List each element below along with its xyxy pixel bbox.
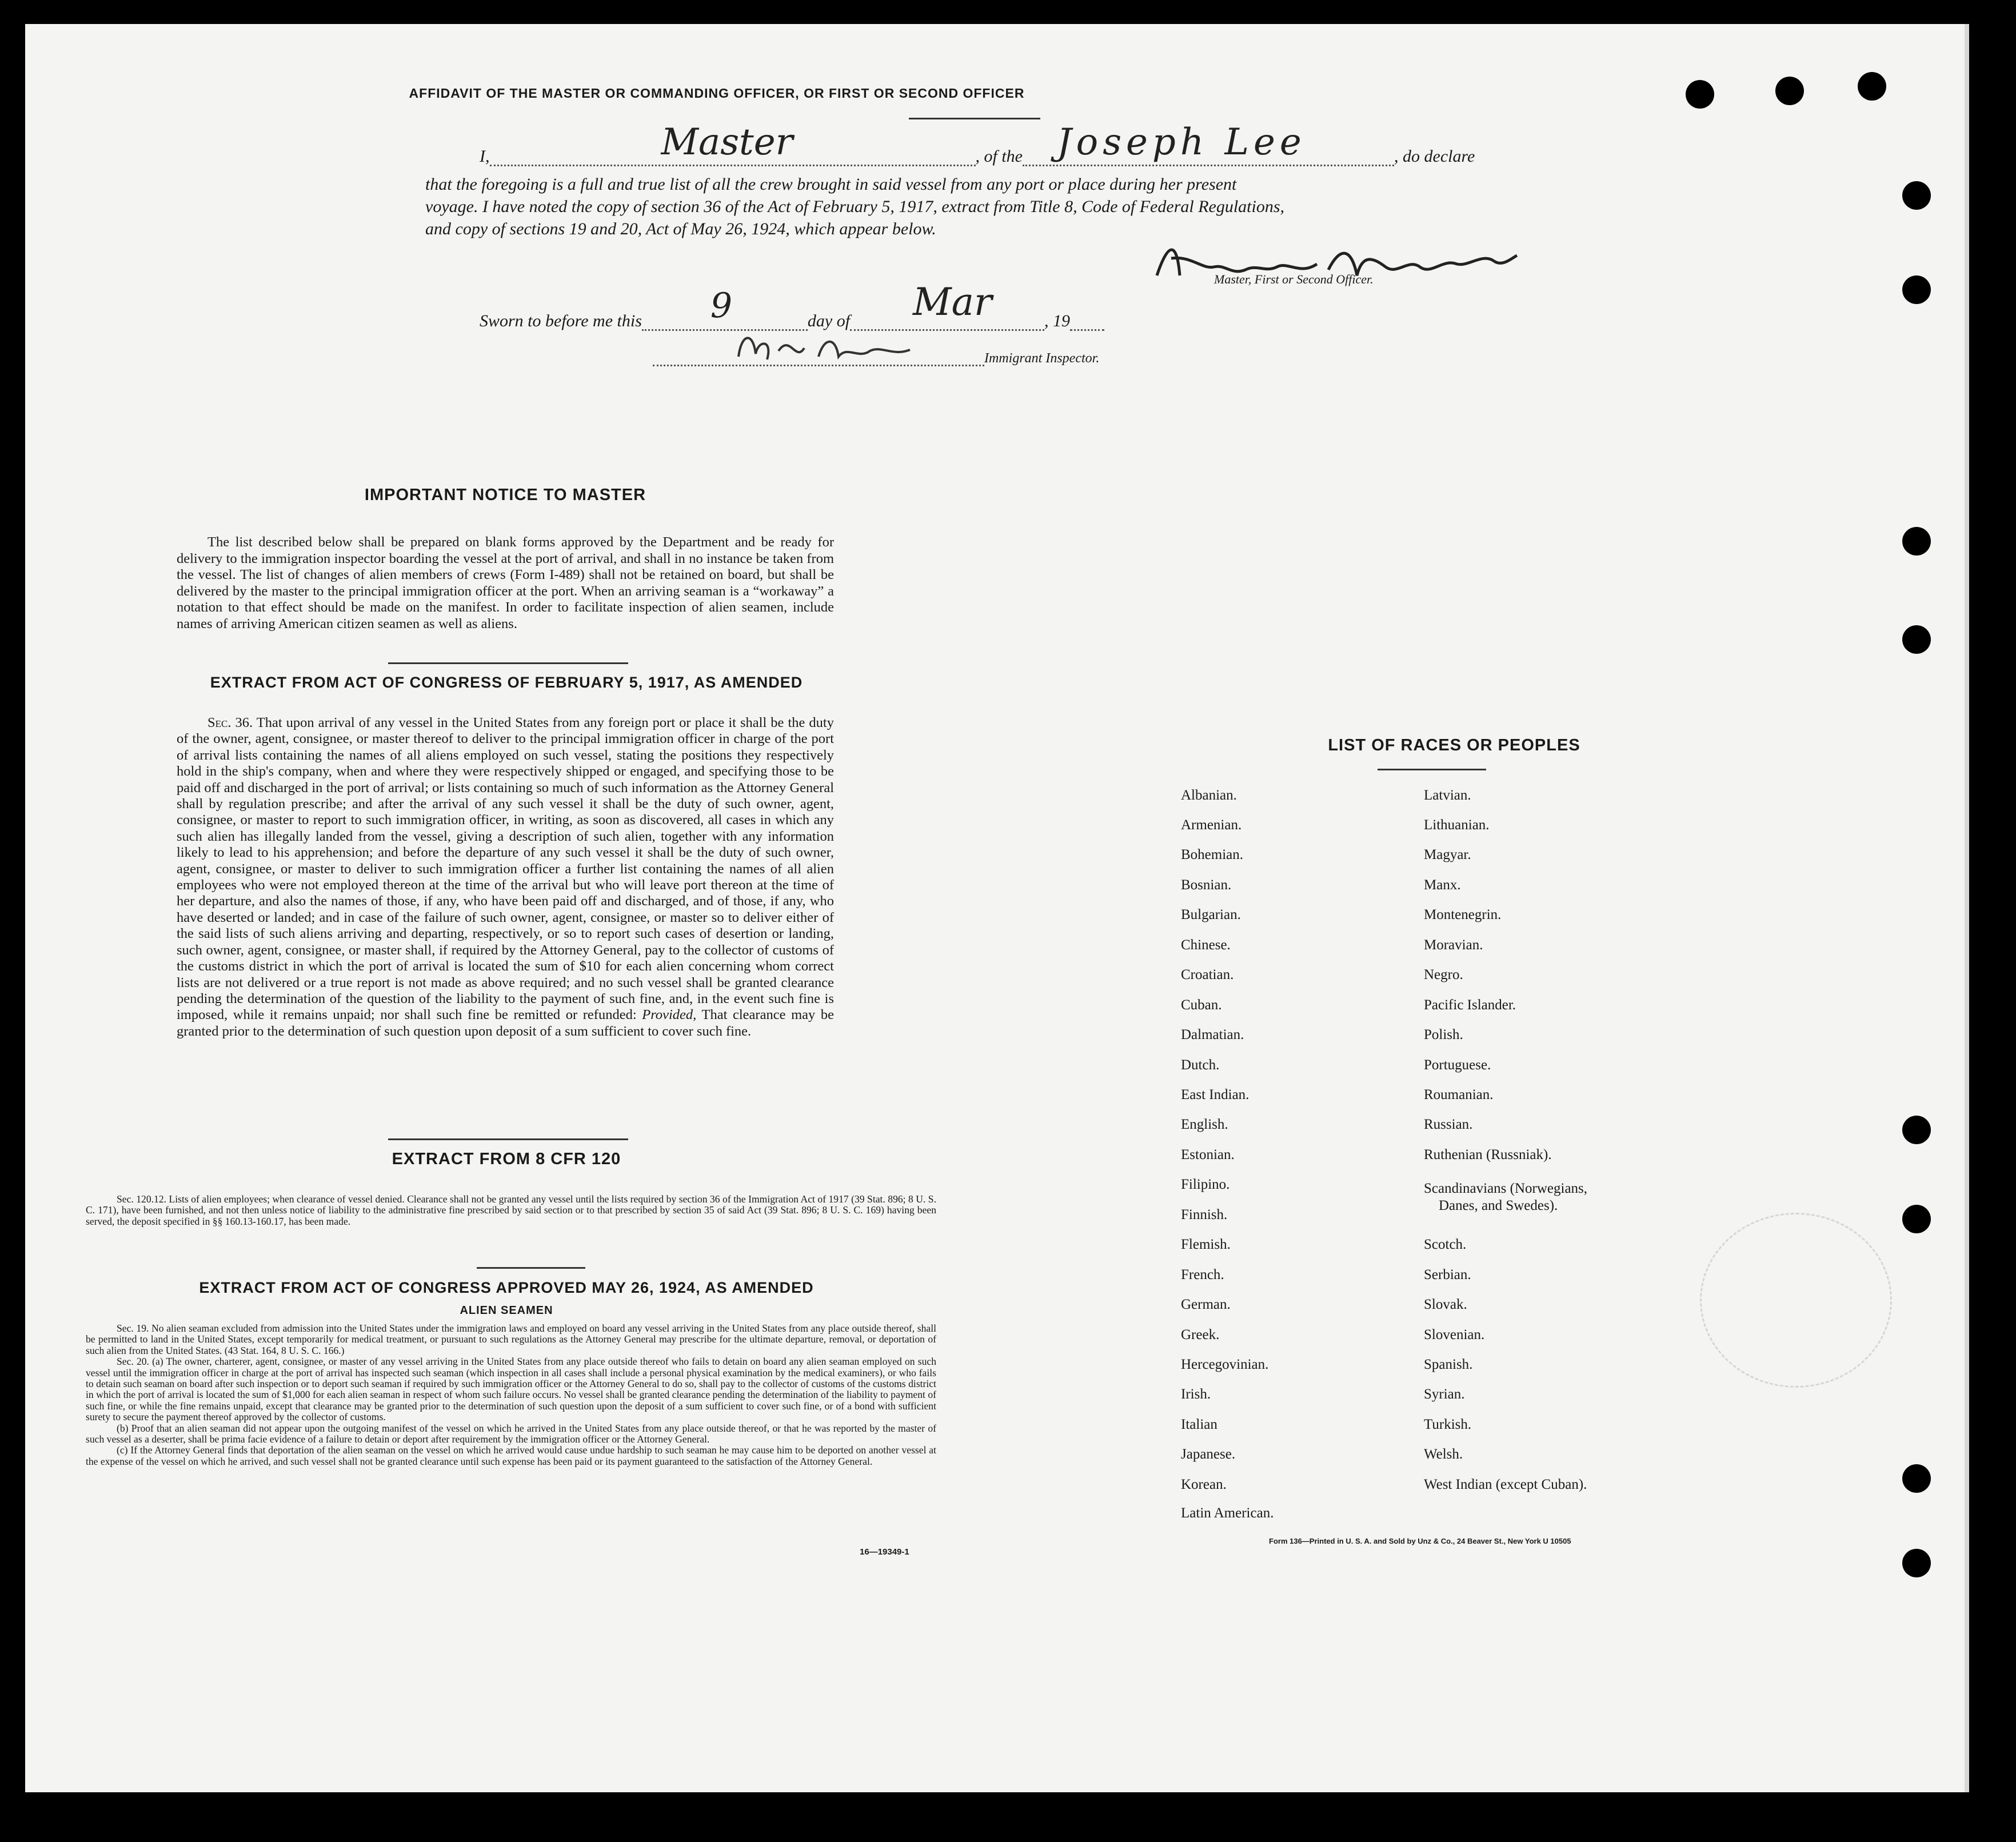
punch-hole bbox=[1902, 1549, 1931, 1577]
race-item: Bohemian. bbox=[1181, 847, 1244, 862]
extract-1924-heading: EXTRACT FROM ACT OF CONGRESS APPROVED MAY 26, 1924, AS AMENDED bbox=[199, 1279, 814, 1296]
punch-hole bbox=[1858, 72, 1886, 101]
race-item: Moravian. bbox=[1424, 937, 1483, 953]
divider bbox=[388, 1138, 628, 1140]
handwritten-vessel-name: Joseph Lee bbox=[1057, 121, 1306, 163]
race-item: Japanese. bbox=[1181, 1447, 1236, 1462]
race-item: French. bbox=[1181, 1267, 1224, 1282]
i-label: I, bbox=[480, 147, 490, 166]
race-item: Turkish. bbox=[1424, 1417, 1472, 1432]
race-item: Slovak. bbox=[1424, 1297, 1467, 1312]
race-item: Cuban. bbox=[1181, 997, 1222, 1013]
sworn-label: Sworn to before me this bbox=[480, 311, 642, 330]
race-item: Chinese. bbox=[1181, 937, 1231, 953]
extract-1917-text bbox=[177, 715, 834, 1040]
sec-19-text: Sec. 19. No alien seaman excluded from admission into the United States under the immigration laws and employed on board any vessel arriving in the United States from any place outside thereof, shall be permitted to land in the United States, except temporarily for medical treatment, or pursuant to such regulations as the Attorney General may prescribe for the ultimate departure, removal, or deportation of such alien from the United States. (43 Stat. 164, 8 U. S. C. 166.) bbox=[86, 1322, 936, 1356]
signature-caption: Master, First or Second Officer. bbox=[1214, 272, 1374, 286]
race-item: Bulgarian. bbox=[1181, 907, 1241, 922]
of-the-label: , of the bbox=[975, 147, 1023, 166]
punch-hole bbox=[1902, 1464, 1931, 1493]
provided-label: Provided, bbox=[642, 1007, 697, 1023]
race-item: West Indian (except Cuban). bbox=[1424, 1477, 1587, 1492]
race-item: Flemish. bbox=[1181, 1237, 1231, 1252]
race-item: Serbian. bbox=[1424, 1267, 1471, 1282]
race-item: Bosnian. bbox=[1181, 877, 1232, 893]
race-item: Filipino. bbox=[1181, 1177, 1230, 1192]
document-page bbox=[25, 24, 1969, 1792]
year-prefix: , 19 bbox=[1044, 311, 1071, 330]
race-item: Spanish. bbox=[1424, 1357, 1473, 1372]
race-item: Danes, and Swedes). bbox=[1439, 1198, 1558, 1213]
handwritten-rank: Master bbox=[661, 121, 793, 163]
sec-36-label: Sec. 36. bbox=[207, 715, 253, 730]
race-item: Dutch. bbox=[1181, 1057, 1220, 1073]
race-item: Croatian. bbox=[1181, 967, 1234, 982]
punch-hole bbox=[1902, 527, 1931, 556]
affidavit-body-3: and copy of sections 19 and 20, Act of May 26, 1924, which appear below. bbox=[425, 219, 936, 238]
faint-seal-stamp bbox=[1700, 1213, 1892, 1388]
notice-heading: IMPORTANT NOTICE TO MASTER bbox=[364, 486, 646, 504]
divider bbox=[1378, 769, 1486, 770]
sec-20a-text: Sec. 20. (a) The owner, charterer, agent, consignee, or master of any vessel arriving in the United States from any place outside thereof who fails to detain on board any alien seaman employed on such vessel until the immigration officer in charge at the port of arrival has inspected such seaman (which inspection in all cases shall include a personal physical examination by the medical examiners), or who fails to detain such seaman on board after such inspection or to deport such seaman if required by such immigration officer or the Attorney General to do so, shall pay to the collector of customs of the customs district in which the port of arrival is located the sum of $1,000 for each alien seaman in respect of whom such failure occurs. No vessel shall be granted clearance pending the determination of the liability to payment of such fine, or while the fine remains unpaid, except that clearance may be granted prior to the determination of such question upon the deposit of a sum sufficient to cover such fine, or of a bond with sufficient surety to secure the payment thereof approved by the collector of customs. bbox=[86, 1356, 936, 1423]
race-item: Pacific Islander. bbox=[1424, 997, 1516, 1013]
sec-20b-text: (b) Proof that an alien seaman did not appear upon the outgoing manifest of the vessel on which he arrived in the United States from any place outside thereof, or that he was reported by the master of such vessel as a deserter, shall be prima facie evidence of a failure to detain or deport after requirement by the immigration officer or the Attorney General. bbox=[86, 1422, 936, 1445]
race-item: East Indian. bbox=[1181, 1087, 1249, 1102]
race-item: Roumanian. bbox=[1424, 1087, 1494, 1102]
race-item: Polish. bbox=[1424, 1027, 1463, 1042]
divider bbox=[477, 1267, 585, 1269]
cfr-text: Sec. 120.12. Lists of alien employees; when clearance of vessel denied. Clearance shall not be granted any vessel until the lists required by section 36 of the Immigration Act of 1917 (39 Stat. 896; 8 U. S. C. 171), have been furnished, and not then unless notice of liability to the administrative fine prescribed by said section or to that prescribed by section 35 of said Act (39 Stat. 896; 8 U. S. C. 169) having been served, the deposit specified in §§ 160.13-160.17, has been made. bbox=[86, 1193, 936, 1227]
race-item: Manx. bbox=[1424, 877, 1461, 893]
race-item: Hercegovinian. bbox=[1181, 1357, 1269, 1372]
day-of-label: day of bbox=[807, 311, 851, 330]
affidavit-body-1: that the foregoing is a full and true list of all the crew brought in said vessel from any port or place during her present bbox=[425, 175, 1237, 194]
race-item: Italian bbox=[1181, 1417, 1217, 1432]
punch-hole bbox=[1902, 181, 1931, 210]
race-item: Portuguese. bbox=[1424, 1057, 1491, 1073]
race-item: Negro. bbox=[1424, 967, 1463, 982]
affidavit-line-1 bbox=[480, 121, 1475, 166]
sec-36-text: That upon arrival of any vessel in the United States from any foreign port or place it shall be the duty of the owner, agent, consignee, or master thereof to deliver to the principal immigration officer in charge of the port of arrival lists containing the names of all aliens employed on such vessel, stating the positions they respectively hold in the ship's company, when and where they were respectively shipped or engaged, and specifying those to be paid off and discharged in the port of arrival; or lists containing so much of such information as the Attorney General shall by regulation prescribe; and after the arrival of any such vessel it shall be the duty of such owner, agent, consignee, or master to report to such immigration officer, in writing, as soon as discovered, all cases in which any such alien has illegally landed from the vessel, giving a description of such alien, together with any information likely to lead to his apprehension; and before the departure of any such vessel it shall be the duty of such owner, agent, consignee, or master to deliver to such immigration officer a further list containing the names of all alien employees who were not employed thereon at the time of the arrival but who will leave port thereon at the time of her departure, and also the names of those, if any, who have been paid off and discharged, and of those, if any, who have deserted or landed; and in case of the failure of such owner, agent, consignee, or master so to deliver either of the said lists of such aliens arriving and departing, respectively, or so to report such cases of desertion or landing, such owner, agent, consignee, or master shall, if required by the Attorney General, pay to the collector of customs of the customs district in which the port of arrival is located the sum of $10 for each alien concerning whom correct lists are not delivered or a true report is not made as above required; and no such vessel shall be granted clearance pending the determination of the question of the liability to the payment of such fine, and, in the event such fine is imposed, while it remains unpaid; nor shall such fine be remitted or refunded: bbox=[177, 715, 834, 1023]
punch-hole bbox=[1902, 1116, 1931, 1144]
race-item: Korean. bbox=[1181, 1477, 1227, 1492]
alien-seamen-subheading: ALIEN SEAMEN bbox=[460, 1304, 553, 1317]
race-item: Ruthenian (Russniak). bbox=[1424, 1147, 1552, 1162]
race-item: Estonian. bbox=[1181, 1147, 1235, 1162]
race-item: Welsh. bbox=[1424, 1447, 1463, 1462]
race-item: Magyar. bbox=[1424, 847, 1471, 862]
affidavit-body-2: voyage. I have noted the copy of section 36 of the Act of February 5, 1917, extract from Title 8, Code of Federal Regulations, bbox=[425, 197, 1285, 216]
notice-text: The list described below shall be prepared on blank forms approved by the Department and be ready for delivery to the immigration inspector boarding the vessel at the port of arrival, and shall in no instance be taken from the vessel. The list of changes of alien members of crews (Form I-489) shall not be retained on board, but shall be delivered by the master to the principal immigration officer at the port. When an arriving seaman is a “workaway” a notation to that effect should be made on the manifest. In order to facilitate inspection of alien seamen, include names of arriving American citizen seamen as well as aliens. bbox=[177, 534, 834, 632]
affidavit-title: AFFIDAVIT OF THE MASTER OR COMMANDING OFFICER, OR FIRST OR SECOND OFFICER bbox=[409, 86, 1025, 101]
punch-hole bbox=[1686, 80, 1714, 109]
punch-hole bbox=[1902, 1205, 1931, 1233]
race-item: Syrian. bbox=[1424, 1387, 1465, 1402]
race-item: Greek. bbox=[1181, 1327, 1220, 1342]
extract-1924-text bbox=[86, 1323, 936, 1467]
handwritten-month: Mar bbox=[913, 280, 992, 324]
race-item: English. bbox=[1181, 1117, 1228, 1132]
handwritten-day: 9 bbox=[710, 286, 733, 326]
punch-hole bbox=[1775, 77, 1804, 105]
punch-hole bbox=[1902, 275, 1931, 304]
divider bbox=[388, 662, 628, 664]
divider bbox=[909, 118, 1040, 119]
race-item: Albanian. bbox=[1181, 788, 1237, 803]
inspector-signature bbox=[727, 328, 921, 368]
race-item: Scandinavians (Norwegians, bbox=[1424, 1181, 1588, 1196]
race-item: Latin American. bbox=[1181, 1505, 1274, 1521]
cfr-heading: EXTRACT FROM 8 CFR 120 bbox=[392, 1150, 621, 1168]
races-heading: LIST OF RACES OR PEOPLES bbox=[1328, 736, 1580, 754]
form-code: 16—19349-1 bbox=[860, 1547, 909, 1557]
race-item: Latvian. bbox=[1424, 788, 1471, 803]
sec-36-text-end: That clearance may be granted prior to the determination of such question upon deposit of a sum sufficient to cover such fine. bbox=[177, 1007, 835, 1039]
extract-1917-heading: EXTRACT FROM ACT OF CONGRESS OF FEBRUARY 5, 1917, AS AMENDED bbox=[210, 674, 803, 691]
race-item: German. bbox=[1181, 1297, 1231, 1312]
race-item: Armenian. bbox=[1181, 817, 1242, 833]
race-item: Lithuanian. bbox=[1424, 817, 1490, 833]
race-item: Finnish. bbox=[1181, 1207, 1228, 1222]
form-print-line: Form 136—Printed in U. S. A. and Sold by Unz & Co., 24 Beaver St., New York U 10505 bbox=[1269, 1537, 1571, 1545]
inspector-caption: Immigrant Inspector. bbox=[984, 351, 1100, 366]
race-item: Dalmatian. bbox=[1181, 1027, 1244, 1042]
inspector-line bbox=[653, 347, 1099, 366]
sec-20c-text: (c) If the Attorney General finds that deportation of the alien seaman on the vessel on which he arrived would cause undue hardship to such seaman he may cause him to be deported on another vessel at the expense of the vessel on which he arrived, and such vessel shall not be granted clearance until such expense has been paid or its payment guaranteed to the satisfaction of the Attorney General. bbox=[86, 1444, 936, 1467]
race-item: Slovenian. bbox=[1424, 1327, 1485, 1342]
do-declare-label: , do declare bbox=[1394, 147, 1475, 166]
race-item: Irish. bbox=[1181, 1387, 1211, 1402]
race-item: Montenegrin. bbox=[1424, 907, 1502, 922]
race-item: Russian. bbox=[1424, 1117, 1473, 1132]
race-item: Scotch. bbox=[1424, 1237, 1467, 1252]
punch-hole bbox=[1902, 625, 1931, 654]
